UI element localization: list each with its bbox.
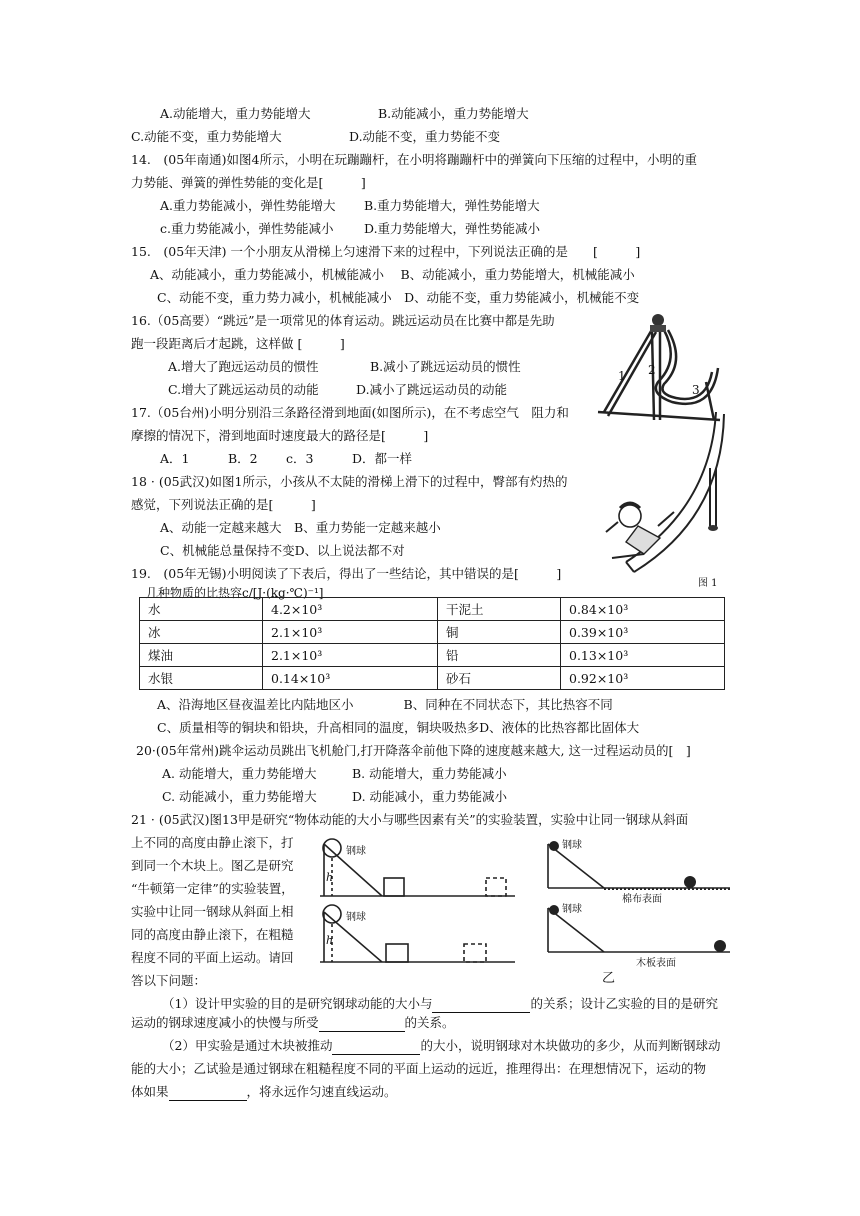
q17-option-a: A．1 xyxy=(160,451,190,466)
q18-options-ab: A、动能一定越来越大 B、重力势能一定越来越小 xyxy=(160,520,441,535)
q17-stem-2: 摩擦的情况下，滑到地面时速度最大的路径是[ ] xyxy=(131,428,429,443)
height-label-top: h xyxy=(326,871,334,884)
experiment-yi-figure xyxy=(540,836,740,984)
table-cell: 砂石 xyxy=(438,667,561,690)
answer-blank[interactable] xyxy=(319,1017,405,1032)
q16-stem-1: 16.（05高要）“跳远”是一项常见的体育运动。跳远运动员在比赛中都是先助 xyxy=(131,313,555,328)
wood-surface-label: 木板表面 xyxy=(636,958,676,969)
table-row xyxy=(140,621,725,644)
height-label-bottom: h xyxy=(326,934,334,947)
q21-stem-8: 答以下问题： xyxy=(131,973,207,988)
q17-option-b: B．2 xyxy=(228,451,258,466)
q21-part1-line2 xyxy=(131,1014,455,1032)
q21-part1-line1 xyxy=(162,995,718,1013)
ball-label-yi-top: 钢球 xyxy=(562,840,582,851)
slide-label-2: 2 xyxy=(648,363,656,377)
q21-part2-text-d: 体如果 xyxy=(131,1084,169,1099)
cotton-surface-label: 棉布表面 xyxy=(622,894,662,905)
q16-option-c: C.增大了跳远运动员的动能 xyxy=(168,382,319,397)
q14-option-d: D.重力势能增大，弹性势能减小 xyxy=(364,221,541,236)
q13-option-b: B.动能减小，重力势能增大 xyxy=(378,106,529,121)
answer-blank[interactable] xyxy=(169,1086,247,1101)
table-cell: 0.14×10³ xyxy=(263,667,438,690)
q21-part1-text-a: （1）设计甲实验的目的是研究钢球动能的大小与 xyxy=(162,996,433,1011)
ball-label-top: 钢球 xyxy=(346,846,366,857)
table-cell: 2.1×10³ xyxy=(263,621,438,644)
table-cell: 铜 xyxy=(438,621,561,644)
q13-option-d: D.动能不变，重力势能不变 xyxy=(349,129,501,144)
slide-label-3: 3 xyxy=(692,383,700,397)
ball-label-bottom: 钢球 xyxy=(346,912,366,923)
slide-label-1: 1 xyxy=(618,369,626,383)
q19-table-caption: 几种物质的比热容c/[J·(kg·℃)⁻¹] xyxy=(146,586,324,600)
q21-stem-3: 到同一个木块上。图乙是研究 xyxy=(131,858,294,873)
q20-option-a: A. 动能增大，重力势能增大 xyxy=(162,766,317,781)
q17-option-d: D．都一样 xyxy=(352,451,413,466)
q21-part2-text-a: （2）甲实验是通过木块被推动 xyxy=(162,1038,333,1053)
table-cell: 4.2×10³ xyxy=(263,598,438,621)
q13-option-a: A.动能增大，重力势能增大 xyxy=(160,106,311,121)
q14-option-b: B.重力势能增大，弹性势能增大 xyxy=(364,198,540,213)
specific-heat-table xyxy=(139,597,725,690)
q18-stem-2: 感觉，下列说法正确的是[ ] xyxy=(131,497,316,512)
q19-stem: 19. (05年无锡)小明阅读了下表后，得出了一些结论，其中错误的是[ ] xyxy=(131,566,562,581)
q14-option-c: c.重力势能减小，弹性势能减小 xyxy=(160,221,334,236)
q21-stem-1: 21 · (05武汉)图13甲是研究“物体动能的大小与哪些因素有关”的实验装置，实验中让同一钢球从斜面 xyxy=(131,812,689,827)
q21-part1-text-c: 运动的钢球速度减小的快慢与所受 xyxy=(131,1015,319,1030)
table-cell: 0.92×10³ xyxy=(561,667,725,690)
q14-stem-2: 力势能、弹簧的弹性势能的变化是[ ] xyxy=(131,175,366,190)
q15-options-cd: C、动能不变，重力势力减小，机械能减小 D、动能不变，重力势能减小，机械能不变 xyxy=(157,290,640,305)
q20-option-c: C. 动能减小，重力势能增大 xyxy=(162,789,317,804)
q16-option-d: D.减小了跳远运动员的动能 xyxy=(356,382,508,397)
q19-options-cd: C、质量相等的铜块和铅块，升高相同的温度，铜块吸热多D、液体的比热容都比固体大 xyxy=(157,720,640,735)
q18-options-cd: C、机械能总量保持不变D、以上说法都不对 xyxy=(160,543,405,558)
q20-option-b: B. 动能增大，重力势能减小 xyxy=(352,766,507,781)
table-cell: 水 xyxy=(140,598,263,621)
q16-option-b: B.减小了跳远运动员的惯性 xyxy=(370,359,521,374)
table-cell: 煤油 xyxy=(140,644,263,667)
figure-yi-label: 乙 xyxy=(602,971,616,984)
q20-option-d: D. 动能减小，重力势能减小 xyxy=(352,789,508,804)
q17-stem-1: 17.（05台州)小明分别沿三条路径滑到地面(如图所示)，在不考虑空气 阻力和 xyxy=(131,405,569,420)
table-row xyxy=(140,598,725,621)
q16-stem-2: 跑一段距离后才起跳，这样做 [ ] xyxy=(131,336,345,351)
table-cell: 铅 xyxy=(438,644,561,667)
table-cell: 冰 xyxy=(140,621,263,644)
q15-options-ab: A、动能减小，重力势能减小，机械能减小 B、动能减小，重力势能增大，机械能减小 xyxy=(150,267,635,282)
answer-blank[interactable] xyxy=(432,998,530,1013)
q21-part2-text-b: 的大小，说明钢球对木块做功的多少，从而判断钢球动 xyxy=(420,1038,721,1053)
ball-label-yi-bottom: 钢球 xyxy=(562,904,582,915)
table-cell: 干泥土 xyxy=(438,598,561,621)
q17-option-c: c．3 xyxy=(286,451,314,466)
q21-part1-text-d: 的关系。 xyxy=(404,1015,455,1030)
q21-part1-text-b: 的关系；设计乙实验的目的是研究 xyxy=(530,996,718,1011)
q20-stem: 20·(05年常州)跳伞运动员跳出飞机舱门,打开降落伞前他下降的速度越来越大, 这一过程运动员的[ ] xyxy=(136,743,691,758)
table-cell: 0.84×10³ xyxy=(561,598,725,621)
q21-stem-6: 同的高度由静止滚下，在粗糙 xyxy=(131,927,294,942)
child-on-slide-figure xyxy=(598,408,728,588)
table-row xyxy=(140,644,725,667)
q16-option-a: A.增大了跑远运动员的惯性 xyxy=(168,359,319,374)
q21-part2-text-e: ，将永远作匀速直线运动。 xyxy=(246,1084,397,1099)
table-row xyxy=(140,667,725,690)
experiment-jia-figure xyxy=(310,836,522,976)
q21-part2-line3 xyxy=(131,1083,397,1101)
table-cell: 2.1×10³ xyxy=(263,644,438,667)
q19-options-ab: A、沿海地区昼夜温差比内陆地区小 B、同种在不同状态下，其比热容不同 xyxy=(157,697,613,712)
q21-stem-7: 程度不同的平面上运动。请回 xyxy=(131,950,294,965)
q13-option-c: C.动能不变，重力势能增大 xyxy=(131,129,282,144)
q21-stem-4: “牛顿第一定律”的实验装置， xyxy=(131,881,294,896)
figure-1-label: 图 1 xyxy=(698,578,718,588)
q18-stem-1: 18 · (05武汉)如图1所示，小孩从不太陡的滑梯上滑下的过程中，臀部有灼热的 xyxy=(131,474,568,489)
q21-part2-line2: 能的大小；乙试验是通过钢球在粗糙程度不同的平面上运动的远近，推理得出：在理想情况下，运动的物 xyxy=(131,1061,707,1076)
table-cell: 0.39×10³ xyxy=(561,621,725,644)
q14-option-a: A.重力势能减小，弹性势能增大 xyxy=(160,198,336,213)
q14-stem-1: 14. (05年南通)如图4所示，小明在玩蹦蹦杆，在小明将蹦蹦杆中的弹簧向下压缩的过程中，小明的重 xyxy=(131,152,697,167)
q21-stem-5: 实验中让同一钢球从斜面上相 xyxy=(131,904,294,919)
table-cell: 水银 xyxy=(140,667,263,690)
q15-stem: 15. (05年天津) 一个小朋友从滑梯上匀速滑下来的过程中，下列说法正确的是 [ ] xyxy=(131,244,641,259)
table-cell: 0.13×10³ xyxy=(561,644,725,667)
q21-stem-2: 上不同的高度由静止滚下，打 xyxy=(131,835,294,850)
answer-blank[interactable] xyxy=(332,1040,420,1055)
q21-part2-line1 xyxy=(162,1037,720,1055)
